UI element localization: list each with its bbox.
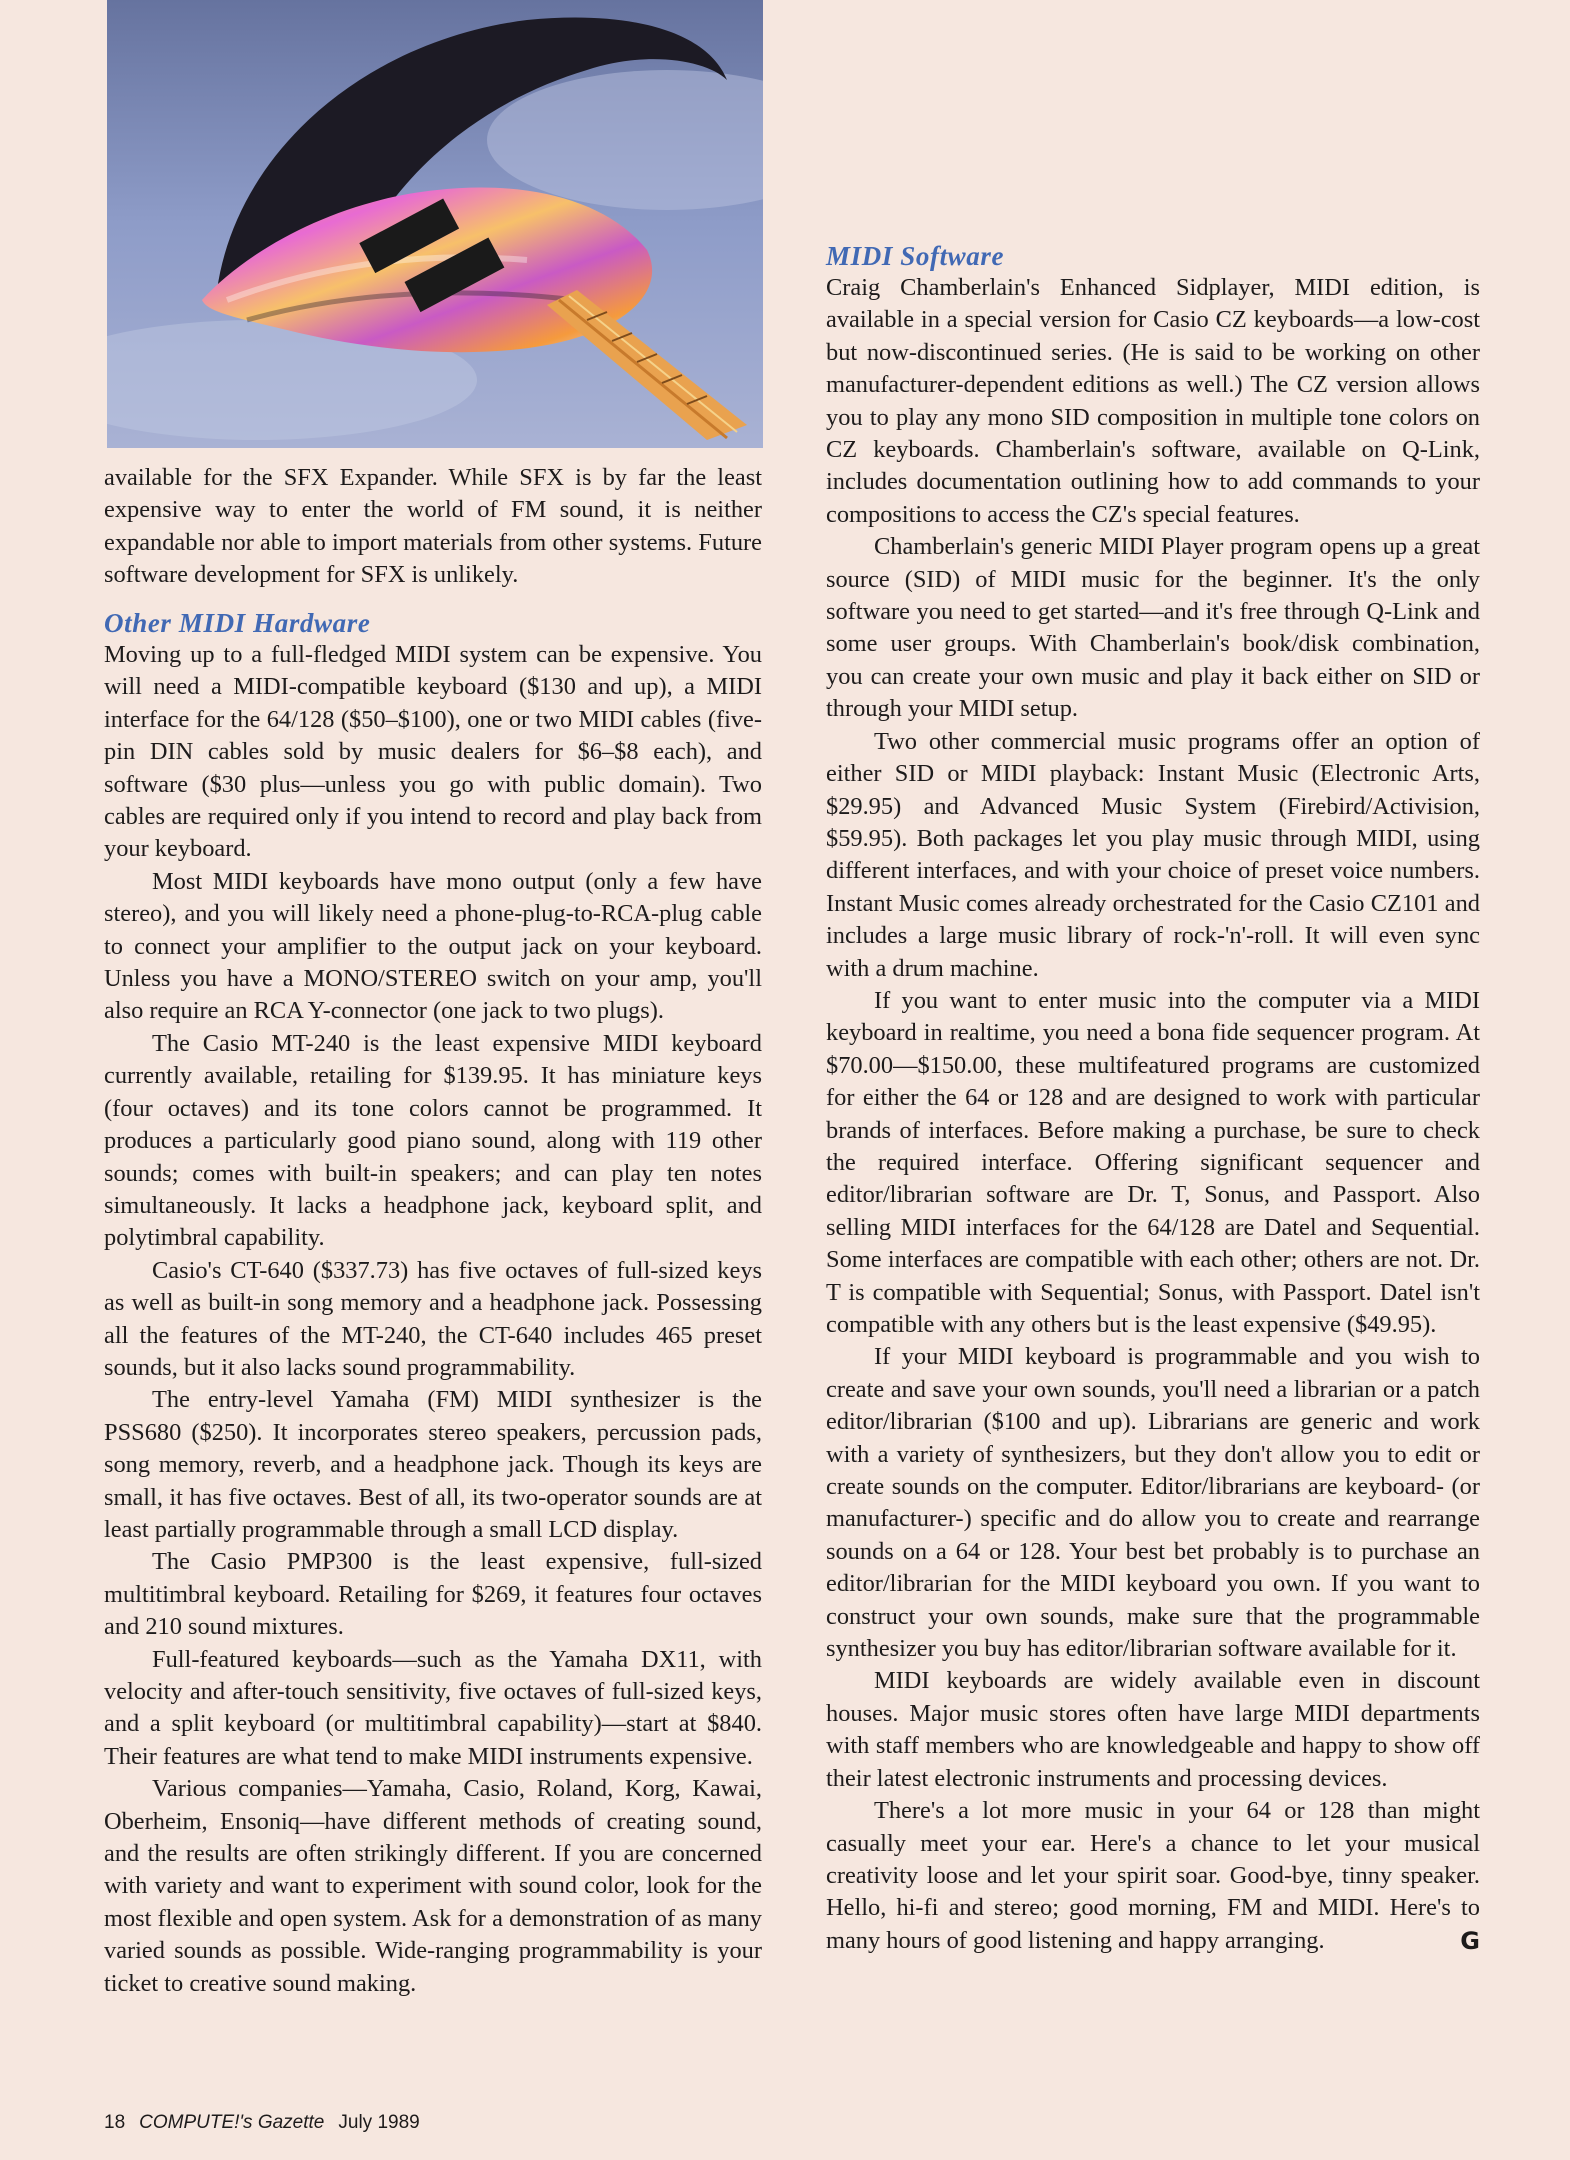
paragraph: Full-featured keyboards—such as the Yamaha DX11, with velocity and after-touch sensitivity, five octaves of full-sized keys, and a split keyboard (or multitimbral capability)—start at $840. Their features are what tend to make MIDI instruments expensive. bbox=[104, 1645, 762, 1770]
left-column bbox=[104, 607, 762, 2000]
paragraph: If you want to enter music into the computer via a MIDI keyboard in realtime, you need a bona fide sequencer program. At $70.00—$150.00, these multifeatured programs are customized for either the 64 or 128 and are designed to work with particular brands of interfaces. Before making a purchase, be sure to check the required interface. Offering significant sequencer and editor/librarian software are Dr. T, Sonus, and Passport. Also selling MIDI interfaces for the 64/128 are Datel and Sequential. Some interfaces are compatible with each other; others are not. Dr. T is compatible with Sequential; Sonus, with Passport. Datel isn't compatible with any others but is the least expensive ($49.95). bbox=[826, 986, 1480, 1338]
section-heading-other-midi-hardware: Other MIDI Hardware bbox=[104, 608, 371, 638]
guitar-photo-icon bbox=[107, 0, 763, 448]
paragraph: If your MIDI keyboard is programmable and you wish to create and save your own sounds, you'll need a librarian or a patch editor/librarian ($100 and up). Librarians are generic and work with a variety of synthesizers, but they don't allow you to edit or create sounds on the computer. Editor/librarians are keyboard- (or manufacturer-) specific and do allow you to create and rearrange sounds on a 64 or 128. Your best bet probably is to purchase an editor/librarian for the MIDI keyboard you own. If you want to construct your own sounds, make sure that the programmable synthesizer you buy has editor/librarian software available for it. bbox=[826, 1343, 1480, 1663]
paragraph: MIDI keyboards are widely available even in discount houses. Major music stores often have large MIDI departments with staff members who are knowledgeable and happy to show off their latest electronic instruments and processing devices. bbox=[826, 1667, 1480, 1792]
right-column bbox=[826, 240, 1480, 1957]
paragraph: available for the SFX Expander. While SFX is by far the least expensive way to enter the world of FM sound, it is neither expandable nor able to import materials from other systems. Future software development for SFX is unlikely. bbox=[104, 464, 762, 589]
paragraph: Moving up to a full-fledged MIDI system can be expensive. You will need a MIDI-compatible keyboard ($130 and up), a MIDI interface for the 64/128 ($50–$100), one or two MIDI cables (five-pin DIN cables sold by music dealers for $6–$8 each), and software ($30 plus—unless you go with public domain). Two cables are required only if you intend to record and play back from your keyboard. bbox=[104, 641, 762, 863]
paragraph: Most MIDI keyboards have mono output (only a few have stereo), and you will likely need a phone-plug-to-RCA-plug cable to connect your amplifier to the output jack on your keyboard. Unless you have a MONO/STEREO switch on your amp, you'll also require an RCA Y-connector (one jack to two plugs). bbox=[104, 867, 762, 1025]
paragraph: The Casio MT-240 is the least expensive MIDI keyboard currently available, retailing for $139.95. It has miniature keys (four octaves) and its tone colors cannot be programmed. It produces a particularly good piano sound, along with 119 other sounds; comes with built-in speakers; and can play ten notes simultaneously. It lacks a headphone jack, keyboard split, and polytimbral capability. bbox=[104, 1029, 762, 1252]
left-column-top bbox=[104, 462, 762, 592]
page-footer bbox=[104, 2112, 420, 2134]
paragraph: The entry-level Yamaha (FM) MIDI synthesizer is the PSS680 ($250). It incorporates stereo speakers, percussion pads, song memory, reverb, and a headphone jack. Though its keys are small, it has five octaves. Best of all, its two-operator sounds are at least partially programmable through a small LCD display. bbox=[104, 1386, 762, 1543]
end-mark-icon: G bbox=[1460, 1926, 1480, 1955]
paragraph: Various companies—Yamaha, Casio, Roland, Korg, Kawai, Oberheim, Ensoniq—have different methods of creating sound, and the results are often strikingly different. If you are concerned with variety and want to experiment with sound color, look for the most flexible and open system. Ask for a demonstration of as many varied sounds as possible. Wide-ranging programmability is your ticket to creative sound making. bbox=[104, 1775, 762, 1997]
guitar-photo bbox=[107, 0, 763, 448]
publication-name: COMPUTE!'s Gazette bbox=[139, 2112, 325, 2133]
paragraph: Craig Chamberlain's Enhanced Sidplayer, MIDI edition, is available in a special version for Casio CZ keyboards—a low-cost but now-discontinued series. (He is said to be working on other manufacturer-dependent editions as well.) The CZ version allows you to play any mono SID composition in multiple tone colors on CZ keyboards. Chamberlain's software, available on Q-Link, includes documentation outlining how to add commands to your compositions to access the CZ's special features. bbox=[826, 274, 1480, 528]
paragraph-final bbox=[826, 1795, 1480, 1957]
paragraph: Casio's CT-640 ($337.73) has five octaves of full-sized keys as well as built-in song memory and a headphone jack. Possessing all the features of the MT-240, the CT-640 includes 465 preset sounds, but it also lacks sound programmability. bbox=[104, 1256, 762, 1381]
page-number: 18 bbox=[104, 2112, 126, 2133]
paragraph: The Casio PMP300 is the least expensive, full-sized multitimbral keyboard. Retailing for $269, it features four octaves and 210 sound mixtures. bbox=[104, 1548, 762, 1641]
section-heading-midi-software: MIDI Software bbox=[826, 241, 1005, 271]
paragraph: Two other commercial music programs offer an option of either SID or MIDI playback: Instant Music (Electronic Arts, $29.95) and Advanced Music System (Firebird/Activision, $59.95). Both packages let you play music through MIDI, using different interfaces, and with your choice of preset voice numbers. Instant Music comes already orchestrated for the Casio CZ101 and includes a large music library of rock-'n'-roll. It will even sync with a drum machine. bbox=[826, 727, 1480, 982]
issue-date: July 1989 bbox=[338, 2112, 420, 2133]
paragraph-final-text: There's a lot more music in your 64 or 128 than might casually meet your ear. Here's a chance to let your musical creativity loose and let your spirit soar. Good-bye, tinny speaker. Hello, hi-fi and stereo; good morning, FM and MIDI. Here's to many hours of good listening and happy arranging. bbox=[826, 1797, 1480, 1954]
paragraph: Chamberlain's generic MIDI Player program opens up a great source (SID) of MIDI music for the beginner. It's the only software you need to get started—and it's free through Q-Link and some user groups. With Chamberlain's book/disk combination, you can create your own music and play it back either on SID or through your MIDI setup. bbox=[826, 533, 1480, 723]
